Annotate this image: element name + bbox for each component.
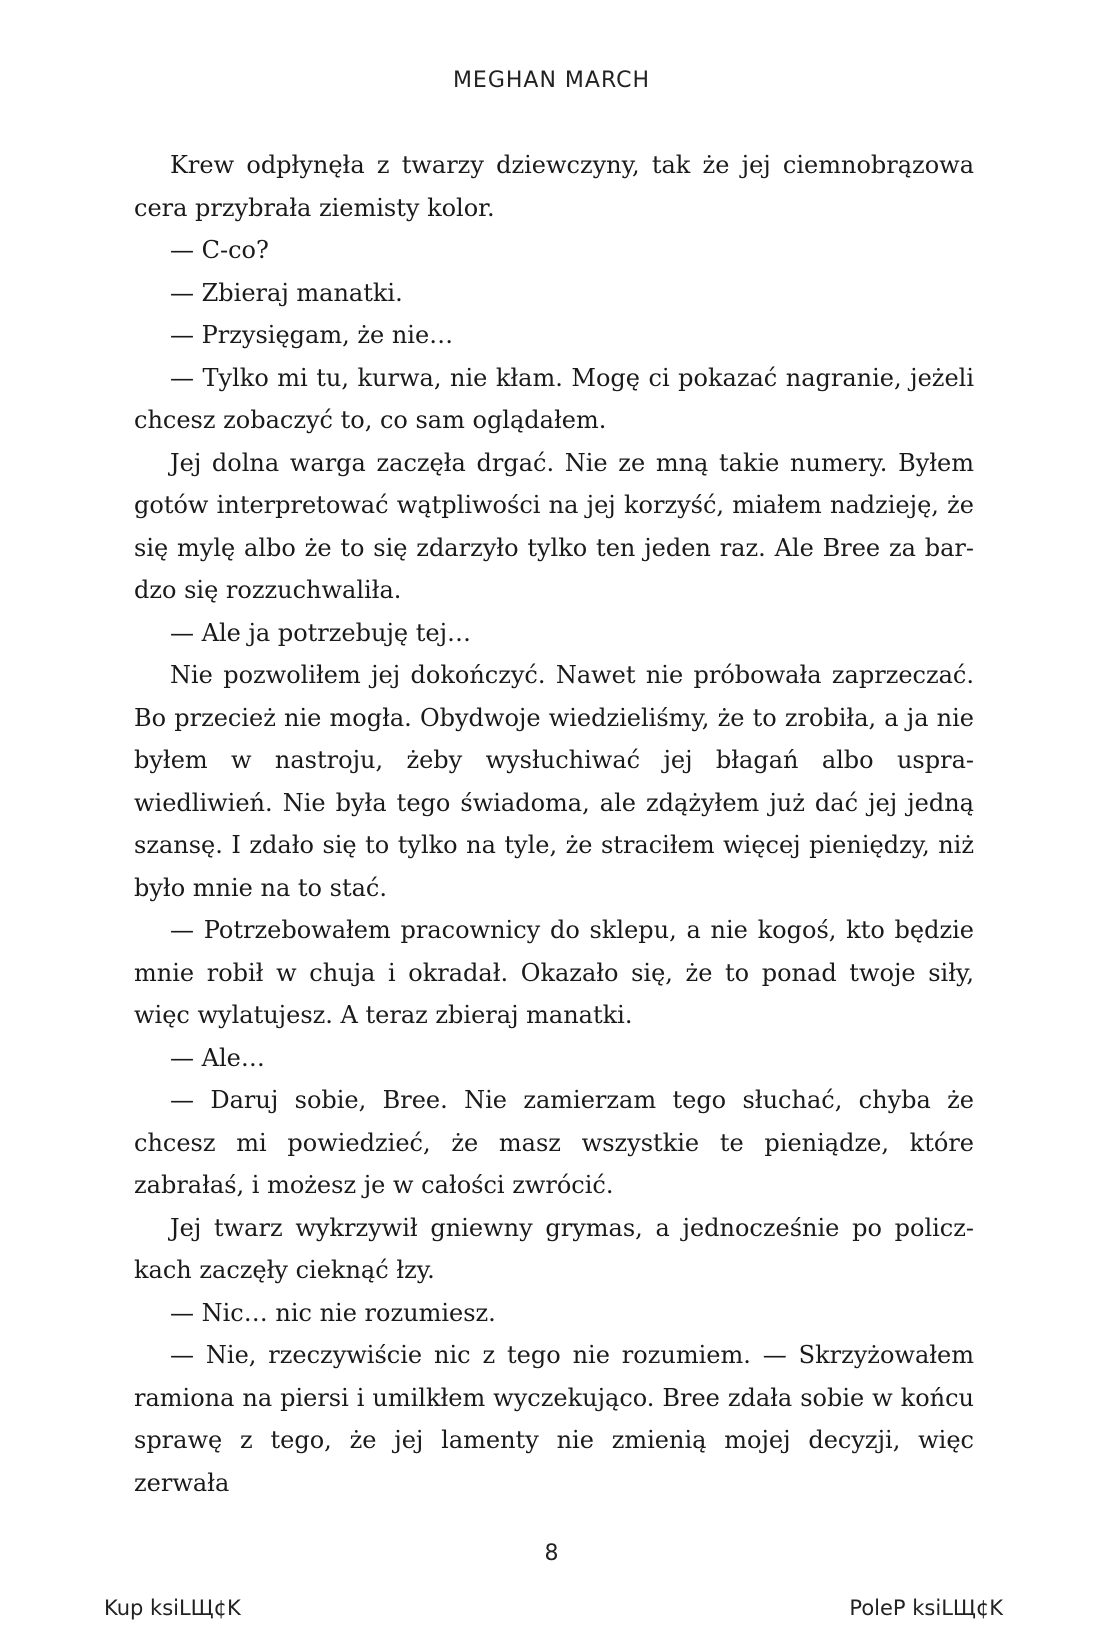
paragraph: — Ale ja potrzebuję tej…	[170, 618, 472, 647]
paragraph: — Zbieraj manatki.	[170, 278, 403, 307]
paragraph: — Ale…	[170, 1043, 265, 1072]
buy-book-link[interactable]: Kup ksiLЩ¢K	[104, 1596, 241, 1620]
running-header-author: MEGHAN MARCH	[452, 68, 651, 93]
paragraph: — Daruj sobie, Bree. Nie zamierzam tego słuchać, chyba że chcesz mi powiedzieć, że masz wszystkie te pieniądze, które zabrałaś, i możesz je w całości zwrócić.	[134, 1086, 974, 1199]
paragraph: — Nie, rzeczywiście nic z tego nie rozumiem. — Skrzyżowałem ramiona na piersi i umilkłem wyczekująco. Bree zdała sobie w końcu sprawę z tego, że jej lamenty nie zmienią mojej decyzji, więc zerwała	[134, 1341, 974, 1497]
paragraph: — Przysięgam, że nie…	[170, 321, 454, 349]
paragraph: — Nic… nic nie rozumiesz.	[170, 1298, 496, 1327]
paragraph: — Potrzebowałem pracownicy do sklepu, a nie kogoś, kto będzie mnie robił w chuja i okradał. Okazało się, że to ponad twoje siły, więc wylatujesz. A teraz zbieraj manatki.	[134, 916, 974, 1029]
recommend-book-link[interactable]: PoleP ksiLЩ¢K	[849, 1596, 1003, 1620]
book-text-body	[134, 144, 974, 1504]
paragraph: — C-co?	[170, 236, 269, 264]
paragraph: Nie pozwoliłem jej dokończyć. Nawet nie próbowała zaprzeczać. Bo przecież nie mogła. Obydwoje wiedzieliśmy, że to zrobiła, a ja nie byłem w nastroju, żeby wysłuchiwać jej błagań albo usprawiedliwień. Nie była tego świadoma, ale zdążyłem już dać jej jedną szansę. I zdało się to tylko na tyle, że straciłem więcej pieniędzy, niż było mnie na to stać.	[134, 661, 974, 902]
paragraph: Krew odpłynęła z twarzy dziewczyny, tak że jej ciemnobrązowa cera przybrała ziemisty kolor.	[134, 151, 974, 222]
paragraph: — Tylko mi tu, kurwa, nie kłam. Mogę ci pokazać nagranie, jeżeli chcesz zobaczyć to, co sam oglądałem.	[134, 363, 974, 434]
paragraph: Jej twarz wykrzywił gniewny grymas, a jednocześnie po policzkach zaczęły cieknąć łzy.	[134, 1213, 974, 1284]
paragraph: Jej dolna warga zaczęła drgać. Nie ze mną takie numery. Byłem gotów interpretować wątpliwości na jej korzyść, miałem nadzieję, że się mylę albo że to się zdarzyło tylko ten jeden raz. Ale Bree za bardzo się rozzuchwaliła.	[134, 448, 974, 604]
page-number: 8	[544, 1541, 559, 1566]
